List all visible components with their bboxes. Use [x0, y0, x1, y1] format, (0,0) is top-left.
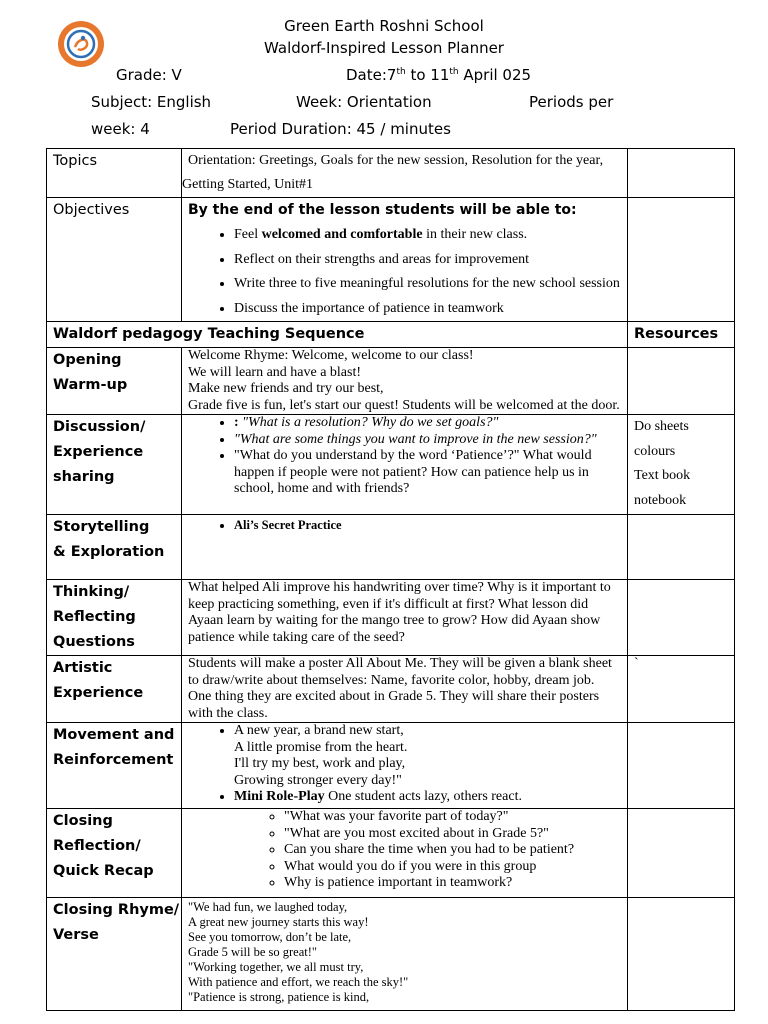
- resource-cell: [628, 198, 735, 322]
- week-field: Week: Orientation: [296, 93, 432, 111]
- resource-cell: Do sheets colours Text book notebook: [628, 415, 735, 515]
- table-row: [47, 415, 735, 515]
- table-row: [47, 198, 735, 322]
- resource-cell: [628, 898, 735, 1011]
- rhyme-cell: "We had fun, we laughed today, A great new journey starts this way! See you tomorrow, don’t be late, Grade 5 will be so great!" "Working together, we all must try, With patience and effort, we reach the sky!" "Patience is strong, patience is kind,: [182, 898, 628, 1011]
- table-row: [47, 515, 735, 580]
- list-item: • "What do you understand by the word ‘Patience’?" What would happen if people were not patient? How can patience help us in school, home and with friends?: [234, 448, 621, 498]
- list-item: • Mini Role-Play One student acts lazy, others react.: [234, 789, 621, 806]
- date-field: Date:7th to 11th April 025: [346, 66, 532, 84]
- grade-field: Grade: V: [116, 66, 182, 84]
- table-row: [47, 809, 735, 898]
- period-duration-field: Period Duration: 45 / minutes: [230, 120, 451, 138]
- list-item: • Write three to five meaningful resolutions for the new school session: [234, 272, 621, 297]
- list-item: • A new year, a brand new start, A little promise from the heart. I'll try my best, work and play, Growing stronger every day!": [234, 723, 621, 789]
- row-label: Objectives: [47, 198, 182, 322]
- row-label: Topics: [47, 149, 182, 198]
- discussion-cell: [182, 415, 628, 515]
- row-label: Artistic Experience: [47, 656, 182, 723]
- list-item: • Reflect on their strengths and areas for improvement: [234, 248, 621, 273]
- periods-week-field: week: 4: [91, 120, 150, 138]
- resource-cell: [628, 515, 735, 580]
- table-row: [47, 149, 735, 198]
- school-name: Green Earth Roshni School: [284, 17, 484, 35]
- table-row: [47, 723, 735, 809]
- row-label: Opening Warm-up: [47, 348, 182, 415]
- row-label: Closing Reflection/ Quick Recap: [47, 809, 182, 898]
- row-label: Discussion/ Experience sharing: [47, 415, 182, 515]
- artistic-cell: Students will make a poster All About Me. They will be given a blank sheet to draw/write about themselves: Name, favorite color, hobby, dream job. One thing they are excited about in Grade 5. They will share their posters with the class.: [182, 656, 628, 723]
- lesson-plan-table: [46, 148, 735, 1011]
- table-row: [47, 656, 735, 723]
- list-item: • Feel welcomed and comfortable in their new class.: [234, 223, 621, 248]
- movement-cell: [182, 723, 628, 809]
- table-row: [47, 580, 735, 656]
- subject-field: Subject: English: [91, 93, 212, 111]
- topics-cell: Orientation: Greetings, Goals for the new session, Resolution for the year, Getting Started, Unit#1: [182, 149, 628, 198]
- list-item: • Discuss the importance of patience in teamwork: [234, 297, 621, 322]
- table-row: [47, 898, 735, 1011]
- thinking-cell: What helped Ali improve his handwriting over time? Why is it important to keep practicing something, even if it's difficult at first? What lesson did Ayaan learn by waiting for the mango tree to grow? How did Ayaan show patience while taking care of the seed?: [182, 580, 628, 656]
- row-label: Storytelling & Exploration: [47, 515, 182, 580]
- row-label: Thinking/ Reflecting Questions: [47, 580, 182, 656]
- resource-cell: [628, 149, 735, 198]
- row-label: Closing Rhyme/ Verse: [47, 898, 182, 1011]
- resource-cell: `: [628, 656, 735, 723]
- list-item: • : "What is a resolution? Why do we set goals?": [234, 415, 621, 432]
- planner-title: Waldorf-Inspired Lesson Planner: [264, 39, 504, 57]
- list-item: ◦ Can you share the time when you had to be patient?: [284, 842, 621, 859]
- table-row: [47, 348, 735, 415]
- periods-field: Periods per: [529, 93, 614, 111]
- resource-cell: [628, 580, 735, 656]
- row-label: Movement and Reinforcement: [47, 723, 182, 809]
- list-item: • "What are some things you want to improve in the new session?": [234, 432, 621, 449]
- objectives-cell: By the end of the lesson students will be able to: • Feel welcomed and comfortable in their new class. • Reflect on their strengths and areas for improvement • Write three to five meaningful resolutions for the new school session • Discuss the importance of patience in teamwork: [182, 198, 628, 322]
- list-item: ◦ "What was your favorite part of today?": [284, 809, 621, 826]
- list-item: • Ali’s Secret Practice: [234, 518, 621, 533]
- list-item: ◦ What would you do if you were in this group: [284, 859, 621, 876]
- resource-cell: [628, 723, 735, 809]
- table-row: [47, 322, 735, 348]
- list-item: ◦ Why is patience important in teamwork?: [284, 875, 621, 892]
- resource-cell: [628, 809, 735, 898]
- sequence-heading: Waldorf pedagogy Teaching Sequence: [47, 322, 628, 348]
- storytelling-cell: [182, 515, 628, 580]
- resource-cell: [628, 348, 735, 415]
- opening-cell: Welcome Rhyme: Welcome, welcome to our class! We will learn and have a blast! Make new friends and try our best, Grade five is fun, let's start our quest! Students will be welcomed at the door.: [182, 348, 628, 415]
- closing-cell: [182, 809, 628, 898]
- resources-heading: Resources: [628, 322, 735, 348]
- list-item: ◦ "What are you most excited about in Grade 5?": [284, 826, 621, 843]
